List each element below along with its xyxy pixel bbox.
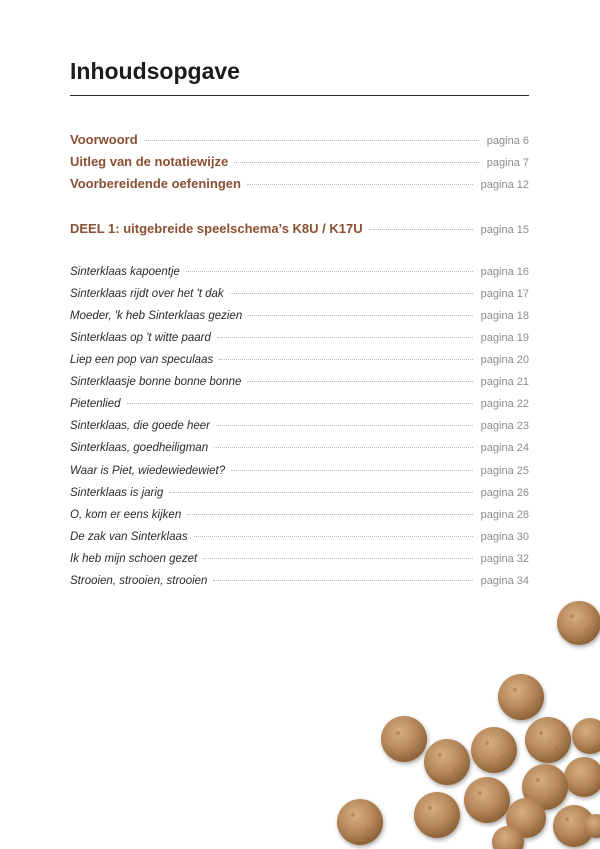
dot-leader xyxy=(219,359,472,360)
dot-leader xyxy=(213,580,472,581)
toc-part-page: pagina 15 xyxy=(480,224,529,236)
toc-entry-page: pagina 12 xyxy=(480,179,529,191)
toc-song-entry[interactable] xyxy=(70,509,529,521)
song-page: pagina 20 xyxy=(480,354,529,366)
song-page: pagina 23 xyxy=(480,420,529,432)
song-title: De zak van Sinterklaas xyxy=(70,531,188,543)
toc-part-entry[interactable] xyxy=(70,221,529,236)
title-divider xyxy=(70,95,529,96)
song-title: Sinterklaas, goedheiligman xyxy=(70,442,209,454)
toc-song-entry[interactable] xyxy=(70,575,529,587)
dot-leader xyxy=(230,293,473,294)
song-page: pagina 16 xyxy=(480,266,529,278)
dot-leader xyxy=(144,140,479,141)
song-page: pagina 24 xyxy=(480,442,529,454)
cookie xyxy=(553,805,595,847)
cookie xyxy=(464,777,510,823)
dot-leader xyxy=(247,381,472,382)
toc-song-entry[interactable] xyxy=(70,354,529,366)
cookie xyxy=(471,727,517,773)
song-title: Sinterklaas, die goede heer xyxy=(70,420,211,432)
dot-leader xyxy=(248,315,472,316)
cookie xyxy=(564,757,600,797)
toc-song-entry[interactable] xyxy=(70,266,529,278)
song-page: pagina 34 xyxy=(480,575,529,587)
song-page: pagina 25 xyxy=(480,465,529,477)
cookie xyxy=(424,739,470,785)
toc-song-entry[interactable] xyxy=(70,332,529,344)
toc-entry[interactable] xyxy=(70,176,529,191)
song-page: pagina 32 xyxy=(480,553,529,565)
toc-part-title: DEEL 1: uitgebreide speelschema’s K8U / K17U xyxy=(70,221,363,236)
toc-entry-title: Uitleg van de notatiewijze xyxy=(70,154,229,169)
toc-song-entry[interactable] xyxy=(70,531,529,543)
toc-entry[interactable] xyxy=(70,154,529,169)
song-page: pagina 21 xyxy=(480,376,529,388)
cookie xyxy=(492,826,524,849)
song-page: pagina 18 xyxy=(480,310,529,322)
dot-leader xyxy=(187,514,472,515)
dot-leader xyxy=(231,470,473,471)
song-page: pagina 26 xyxy=(480,487,529,499)
toc-song-entry[interactable] xyxy=(70,420,529,432)
song-title: Sinterklaas op 't witte paard xyxy=(70,332,211,344)
song-title: Ik heb mijn schoen gezet xyxy=(70,553,198,565)
song-title: O, kom er eens kijken xyxy=(70,509,182,521)
cookie xyxy=(498,674,544,720)
song-title: Pietenlied xyxy=(70,398,121,410)
toc-entry-title: Voorbereidende oefeningen xyxy=(70,176,241,191)
dot-leader xyxy=(127,403,473,404)
song-title: Liep een pop van speculaas xyxy=(70,354,214,366)
toc-song-entry[interactable] xyxy=(70,376,529,388)
cookie xyxy=(337,799,383,845)
toc-song-entry[interactable] xyxy=(70,465,529,477)
cookie xyxy=(584,814,600,838)
song-title: Sinterklaas kapoentje xyxy=(70,266,180,278)
dot-leader xyxy=(216,425,473,426)
song-title: Sinterklaas is jarig xyxy=(70,487,164,499)
dot-leader xyxy=(217,337,473,338)
dot-leader xyxy=(214,447,473,448)
song-title: Waar is Piet, wiedewiedewiet? xyxy=(70,465,226,477)
toc-entry-page: pagina 7 xyxy=(486,157,529,169)
song-page: pagina 17 xyxy=(480,288,529,300)
toc-song-entry[interactable] xyxy=(70,487,529,499)
cookie xyxy=(414,792,460,838)
song-title: Strooien, strooien, strooien xyxy=(70,575,208,587)
dot-leader xyxy=(194,536,473,537)
cookie xyxy=(506,798,546,838)
toc-song-entry[interactable] xyxy=(70,398,529,410)
dot-leader xyxy=(369,229,473,230)
page-title: Inhoudsopgave xyxy=(70,58,240,84)
song-page: pagina 22 xyxy=(480,398,529,410)
song-page: pagina 19 xyxy=(480,332,529,344)
dot-leader xyxy=(234,162,479,163)
song-page: pagina 30 xyxy=(480,531,529,543)
toc-song-entry[interactable] xyxy=(70,288,529,300)
cookie xyxy=(557,601,600,645)
cookie xyxy=(381,716,427,762)
dot-leader xyxy=(203,558,472,559)
dot-leader xyxy=(186,271,473,272)
toc-song-entry[interactable] xyxy=(70,553,529,565)
song-title: Moeder, 'k heb Sinterklaas gezien xyxy=(70,310,243,322)
dot-leader xyxy=(247,184,473,185)
song-title: Sinterklaas rijdt over het 't dak xyxy=(70,288,224,300)
cookie xyxy=(522,764,568,810)
toc-song-entry[interactable] xyxy=(70,442,529,454)
song-title: Sinterklaasje bonne bonne bonne xyxy=(70,376,242,388)
toc-song-entry[interactable] xyxy=(70,310,529,322)
toc-entry-page: pagina 6 xyxy=(486,135,529,147)
cookie xyxy=(572,718,600,754)
toc-entry-title: Voorwoord xyxy=(70,132,138,147)
toc-entry[interactable] xyxy=(70,132,529,147)
song-page: pagina 28 xyxy=(480,509,529,521)
cookie xyxy=(525,717,571,763)
dot-leader xyxy=(169,492,472,493)
